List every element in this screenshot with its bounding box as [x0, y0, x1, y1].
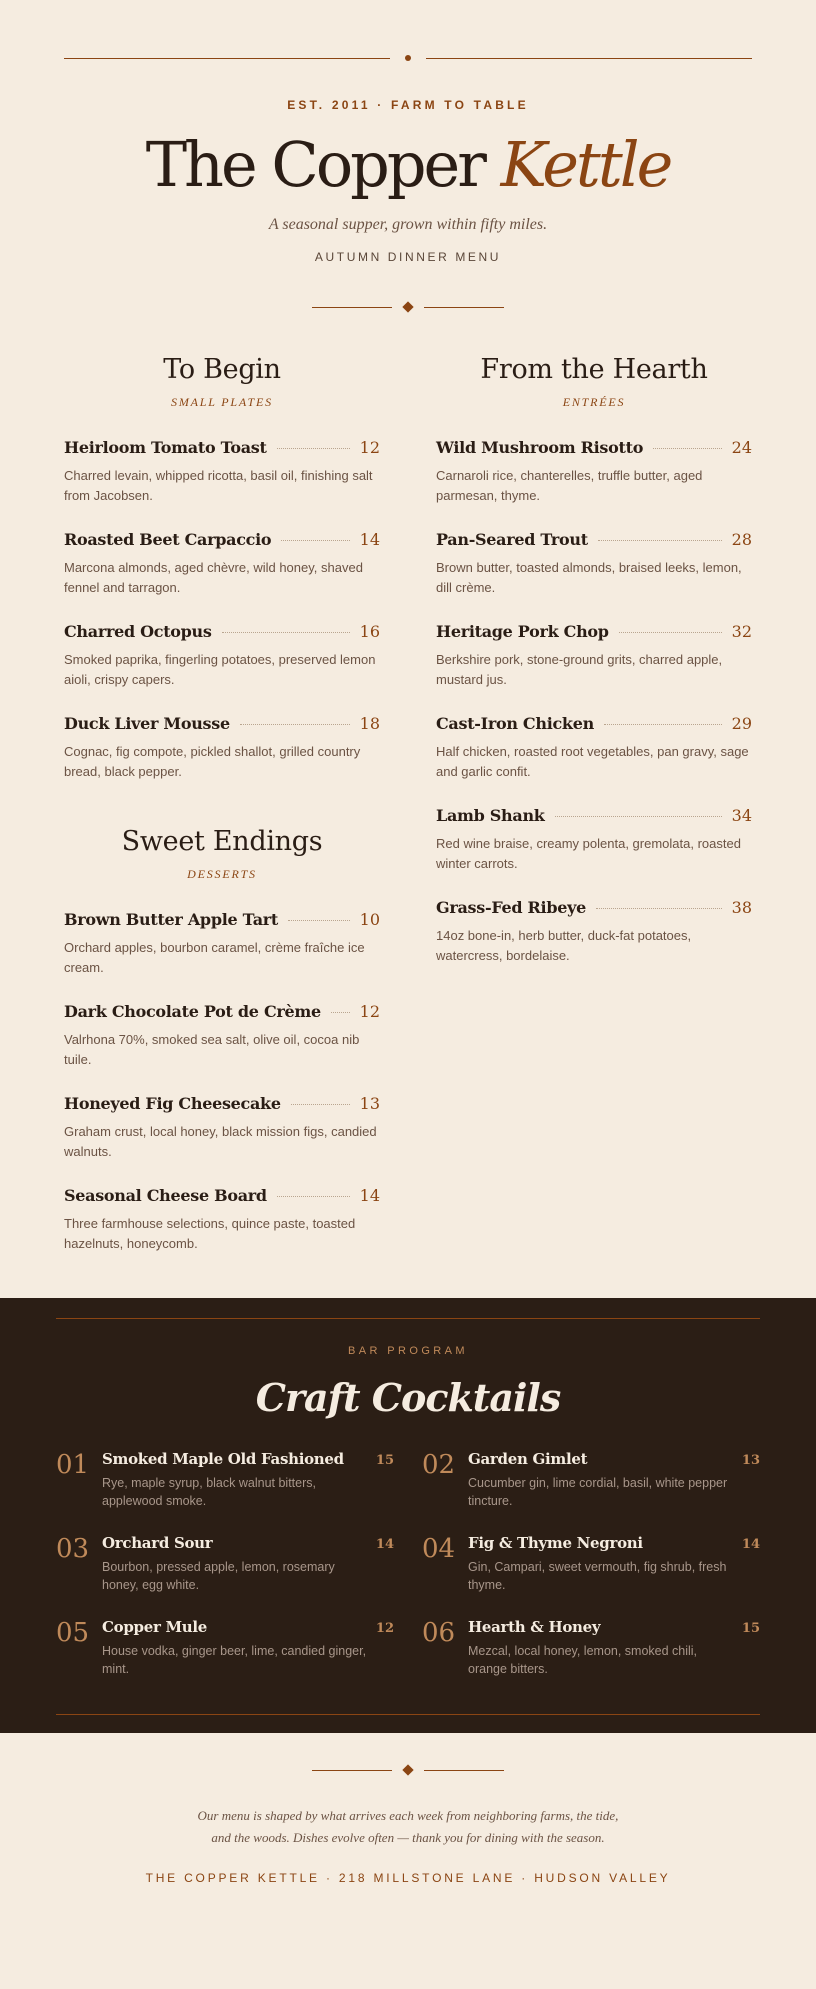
dotted-leader [222, 632, 350, 633]
item-description: Brown butter, toasted almonds, braised leeks, lemon, dill crème. [436, 560, 742, 595]
item-price: 29 [731, 714, 752, 733]
item-price: 34 [731, 806, 752, 825]
item-name: Honeyed Fig Cheesecake [64, 1094, 281, 1113]
top-ornament-rule [64, 52, 752, 62]
cocktail-name: Orchard Sour [102, 1534, 213, 1552]
section-title: From the Hearth [480, 354, 708, 385]
cocktail-grid [56, 1450, 760, 1702]
item-description: Charred levain, whipped ricotta, basil oil, finishing salt from Jacobsen. [64, 468, 373, 503]
item-description: Valrhona 70%, smoked sea salt, olive oil, cocoa nib tuile. [64, 1032, 360, 1067]
established-eyebrow: EST. 2011 · FARM TO TABLE [287, 98, 529, 112]
cocktail-name: Garden Gimlet [468, 1450, 588, 1468]
cocktail-name: Copper Mule [102, 1618, 208, 1636]
dotted-leader [653, 448, 722, 449]
section-title: Sweet Endings [121, 826, 323, 857]
item-price: 16 [359, 622, 380, 641]
item-price: 32 [731, 622, 752, 641]
cocktail-item [422, 1534, 760, 1594]
item-price: 10 [359, 910, 380, 929]
item-name: Grass-Fed Ribeye [436, 898, 586, 917]
footer-note: Our menu is shaped by what arrives each week from neighboring farms, the tide, and the woods. Dishes evolve often — thank you for dining with the season. [197, 1808, 619, 1845]
menu-header [0, 0, 816, 314]
tagline: A seasonal supper, grown within fifty miles. [268, 216, 548, 233]
diamond-ornament-icon [402, 301, 413, 312]
item-description: Berkshire pork, stone-ground grits, charred apple, mustard jus. [436, 652, 723, 687]
item-price: 38 [731, 898, 752, 917]
menu-label: AUTUMN DINNER MENU [314, 250, 502, 264]
divider-line [424, 1770, 504, 1771]
diamond-divider [312, 1765, 504, 1777]
menu-item [436, 530, 752, 598]
restaurant-title [0, 128, 816, 201]
item-name: Dark Chocolate Pot de Crème [64, 1002, 321, 1021]
cocktail-description: Rye, maple syrup, black walnut bitters, applewood smoke. [102, 1476, 316, 1508]
item-price: 28 [731, 530, 752, 549]
dotted-leader [331, 1012, 350, 1013]
cocktail-price: 13 [741, 1453, 760, 1468]
bar-program-section [0, 1298, 816, 1733]
item-description: Carnaroli rice, chanterelles, truffle butter, aged parmesan, thyme. [436, 468, 703, 503]
item-price: 24 [731, 438, 752, 457]
menu-footer [0, 1733, 816, 1935]
menu-item [64, 910, 380, 978]
cocktail-item [422, 1618, 760, 1678]
item-price: 14 [359, 530, 380, 549]
menu-item [64, 1094, 380, 1162]
item-description: Cognac, fig compote, pickled shallot, grilled country bread, black pepper. [64, 744, 361, 779]
cocktail-description: Gin, Campari, sweet vermouth, fig shrub, fresh thyme. [468, 1560, 727, 1592]
cocktail-item [56, 1618, 394, 1678]
menu-item [436, 622, 752, 690]
menu-item [64, 1186, 380, 1254]
dotted-leader [619, 632, 722, 633]
cocktail-number: 02 [422, 1450, 456, 1480]
cocktail-price: 14 [741, 1537, 760, 1552]
dotted-leader [277, 448, 350, 449]
item-name: Cast-Iron Chicken [436, 714, 594, 733]
menu-item [64, 622, 380, 690]
item-description: Half chicken, roasted root vegetables, pan gravy, sage and garlic confit. [436, 744, 749, 779]
menu-item [436, 898, 752, 966]
divider-line [424, 307, 504, 308]
cocktail-number: 01 [56, 1450, 90, 1480]
dotted-leader [277, 1196, 350, 1197]
dotted-leader [598, 540, 722, 541]
item-name: Lamb Shank [436, 806, 545, 825]
item-name: Pan-Seared Trout [436, 530, 588, 549]
cocktail-number: 05 [56, 1618, 90, 1648]
cocktail-number: 03 [56, 1534, 90, 1564]
title-accent: Kettle [500, 128, 671, 201]
divider-line [64, 58, 390, 59]
item-name: Seasonal Cheese Board [64, 1186, 267, 1205]
section-entrees [436, 354, 752, 966]
cocktail-description: Bourbon, pressed apple, lemon, rosemary honey, egg white. [102, 1560, 335, 1592]
bar-eyebrow: BAR PROGRAM [348, 1345, 468, 1357]
menu-item [64, 714, 380, 782]
diamond-ornament-icon [402, 1764, 413, 1775]
dotted-leader [291, 1104, 350, 1105]
item-price: 13 [359, 1094, 380, 1113]
cocktail-price: 14 [375, 1537, 394, 1552]
dotted-leader [596, 908, 722, 909]
dotted-leader [240, 724, 350, 725]
item-price: 12 [359, 438, 380, 457]
item-price: 14 [359, 1186, 380, 1205]
cocktail-item [422, 1450, 760, 1510]
bar-title: Craft Cocktails [255, 1375, 561, 1420]
menu-item [64, 530, 380, 598]
item-price: 18 [359, 714, 380, 733]
item-name: Charred Octopus [64, 622, 212, 641]
item-name: Brown Butter Apple Tart [64, 910, 278, 929]
divider-line [312, 1770, 392, 1771]
cocktail-description: Cucumber gin, lime cordial, basil, white pepper tincture. [468, 1476, 728, 1508]
dotted-leader [288, 920, 350, 921]
item-description: 14oz bone-in, herb butter, duck-fat potatoes, watercress, bordelaise. [436, 928, 692, 963]
item-name: Heirloom Tomato Toast [64, 438, 267, 457]
item-price: 12 [359, 1002, 380, 1021]
cocktail-number: 06 [422, 1618, 456, 1648]
dotted-leader [555, 816, 722, 817]
cocktail-name: Fig & Thyme Negroni [468, 1534, 643, 1552]
menu-item [436, 438, 752, 506]
dotted-leader [604, 724, 722, 725]
cocktail-description: House vodka, ginger beer, lime, candied ginger, mint. [102, 1644, 367, 1676]
item-description: Three farmhouse selections, quince paste, toasted hazelnuts, honeycomb. [64, 1216, 356, 1251]
section-starters [64, 354, 380, 782]
cocktail-name: Hearth & Honey [468, 1618, 601, 1636]
menu-item [436, 806, 752, 874]
title-main: The Copper [145, 128, 501, 201]
section-subtitle: SMALL PLATES [171, 395, 273, 409]
item-name: Roasted Beet Carpaccio [64, 530, 272, 549]
cocktail-price: 12 [375, 1621, 394, 1636]
menu-item [64, 438, 380, 506]
cocktail-description: Mezcal, local honey, lemon, smoked chili, orange bitters. [468, 1644, 698, 1676]
cocktail-name: Smoked Maple Old Fashioned [102, 1450, 344, 1468]
footer-address: THE COPPER KETTLE · 218 MILLSTONE LANE · HUDSON VALLEY [145, 1871, 671, 1885]
diamond-divider [312, 302, 504, 314]
section-desserts [64, 826, 380, 1254]
cocktail-item [56, 1450, 394, 1510]
item-list [64, 910, 380, 1254]
right-column [436, 354, 752, 1298]
cocktail-price: 15 [741, 1621, 760, 1636]
divider-line [312, 307, 392, 308]
left-column [64, 354, 380, 1298]
item-name: Duck Liver Mousse [64, 714, 230, 733]
divider-line [56, 1714, 760, 1715]
cocktail-number: 04 [422, 1534, 456, 1564]
cocktail-item [56, 1534, 394, 1594]
item-name: Wild Mushroom Risotto [436, 438, 644, 457]
section-title: To Begin [163, 354, 281, 385]
item-list [436, 438, 752, 966]
item-name: Heritage Pork Chop [436, 622, 609, 641]
menu-columns [0, 354, 816, 1298]
dot-ornament-icon [405, 55, 411, 61]
divider-line [426, 58, 752, 59]
item-description: Orchard apples, bourbon caramel, crème fraîche ice cream. [64, 940, 365, 975]
menu-item [64, 1002, 380, 1070]
dotted-leader [281, 540, 349, 541]
section-subtitle: DESSERTS [187, 867, 257, 881]
item-list [64, 438, 380, 782]
item-description: Smoked paprika, fingerling potatoes, preserved lemon aioli, crispy capers. [64, 652, 376, 687]
section-subtitle: ENTRÉES [562, 395, 626, 409]
cocktail-price: 15 [375, 1453, 394, 1468]
item-description: Graham crust, local honey, black mission figs, candied walnuts. [64, 1124, 377, 1159]
item-description: Marcona almonds, aged chèvre, wild honey, shaved fennel and tarragon. [64, 560, 363, 595]
item-description: Red wine braise, creamy polenta, gremolata, roasted winter carrots. [436, 836, 741, 871]
menu-item [436, 714, 752, 782]
divider-line [56, 1318, 760, 1319]
